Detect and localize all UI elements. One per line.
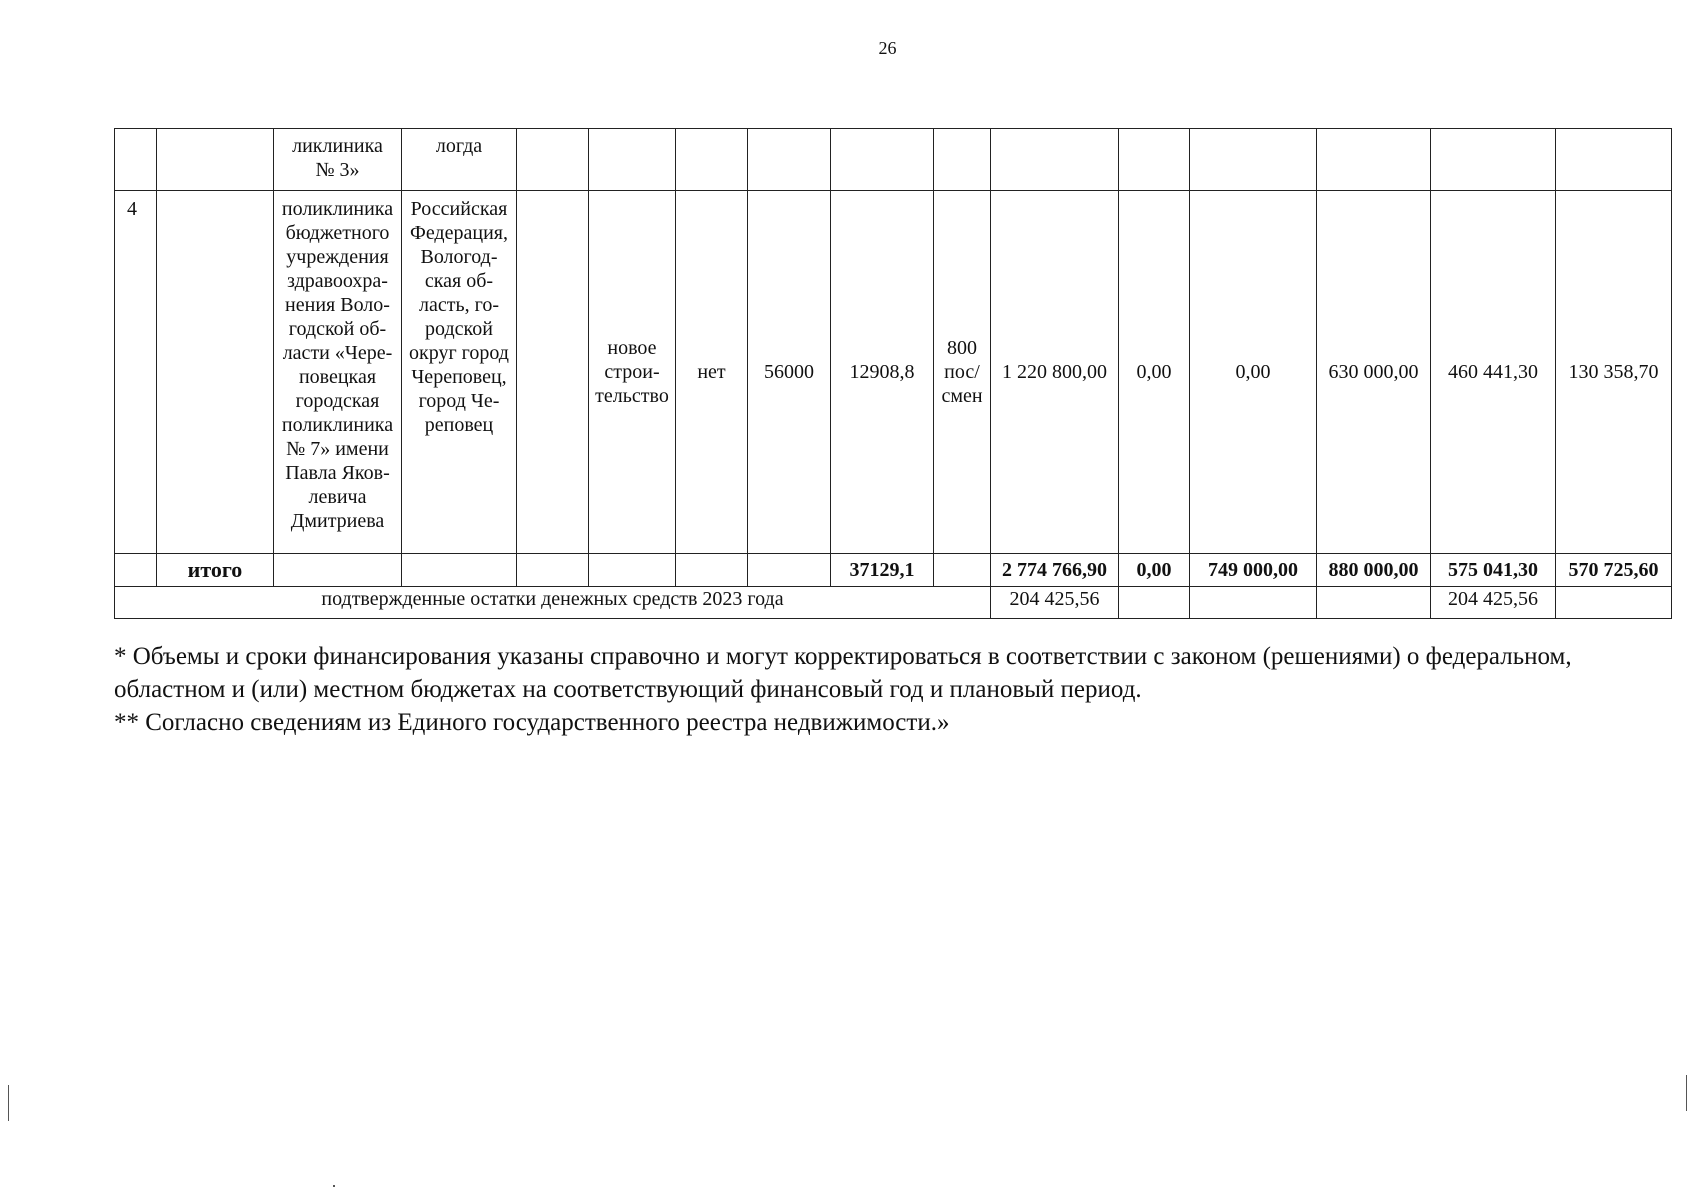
row-number: 4 [115, 191, 157, 554]
table-row-remainder [115, 587, 1672, 619]
table-row-4 [115, 191, 1672, 554]
total-col-4: 880 000,00 [1317, 554, 1431, 587]
footnotes [114, 640, 1654, 739]
table-row-total [115, 554, 1672, 587]
total-col-2: 0,00 [1119, 554, 1190, 587]
area-cell: 12908,8 [831, 191, 934, 554]
flag-cell: нет [676, 191, 748, 554]
footnote-1: * Объемы и сроки финансирования указаны справочно и могут корректироваться в соответствии с законом (решениями) о федеральном, областном и (или) местном бюджетах на соответствующий финансовый год и плановый период. [114, 643, 1572, 703]
total-cost-sum: 2 774 766,90 [991, 554, 1119, 587]
col-6-cell: 130 358,70 [1556, 191, 1672, 554]
scan-mark [1686, 1075, 1687, 1111]
col-3-cell: 0,00 [1190, 191, 1317, 554]
col-4-cell: 630 000,00 [1317, 191, 1431, 554]
total-cost-cell: 1 220 800,00 [991, 191, 1119, 554]
col-5-cell: 460 441,30 [1431, 191, 1556, 554]
remainder-label: подтвержденные остатки денежных средств 2023 года [115, 587, 991, 619]
value-a-cell: 56000 [748, 191, 831, 554]
remainder-col-5: 204 425,56 [1431, 587, 1556, 619]
total-label: итого [157, 554, 274, 587]
total-col-5: 575 041,30 [1431, 554, 1556, 587]
construction-type: новое строи- тельство [589, 191, 676, 554]
page-number: 26 [878, 38, 897, 58]
capacity-cell: 800 пос/ смен [934, 191, 991, 554]
total-col-6: 570 725,60 [1556, 554, 1672, 587]
scan-mark [333, 1185, 335, 1187]
table-row-continuation [115, 129, 1672, 191]
financing-table [114, 128, 1672, 619]
col-2-cell: 0,00 [1119, 191, 1190, 554]
object-name-continuation: ликлиника № 3» [274, 129, 402, 191]
total-area-cell: 37129,1 [831, 554, 934, 587]
scan-mark [8, 1085, 9, 1121]
object-location: Российская Федерация, Вологод- ская об- ласть, го- родской округ город Череповец, город Че- реповец [402, 191, 517, 554]
total-col-3: 749 000,00 [1190, 554, 1317, 587]
remainder-total: 204 425,56 [991, 587, 1119, 619]
object-location-continuation: логда [402, 129, 517, 191]
footnote-2: ** Согласно сведениям из Единого государственного реестра недвижимости.» [114, 709, 950, 736]
object-name: поликлиника бюджетного учреждения здравоохра- нения Воло- годской об- ласти «Чере- повецкая городская поликлиника № 7» имени Павла Яков- левича Дмитриева [274, 191, 402, 554]
